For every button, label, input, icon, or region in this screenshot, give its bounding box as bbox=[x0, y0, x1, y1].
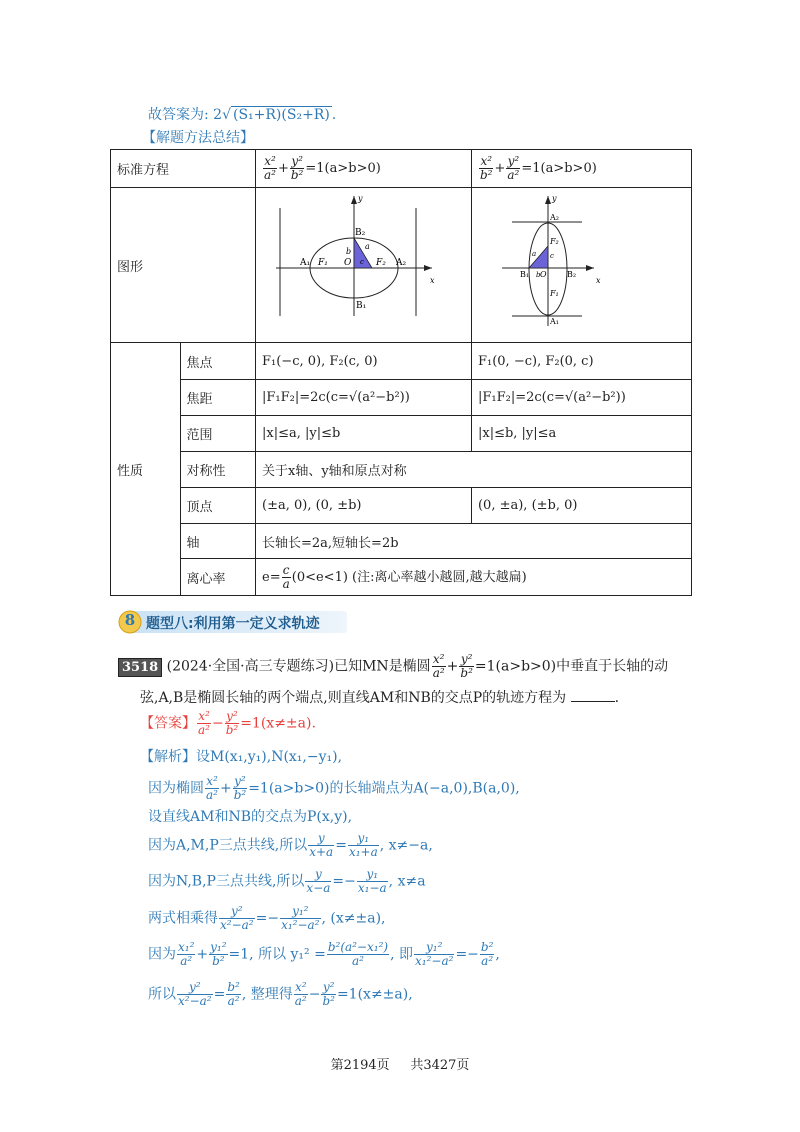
solution-label: 【解析】 bbox=[140, 749, 196, 765]
fig2-a1-label: A₁ bbox=[549, 317, 559, 326]
fig2-b1-label: B₁ bbox=[519, 270, 530, 279]
fig1-f1-label: F₁ bbox=[318, 258, 328, 268]
fig1-f2-label: F₂ bbox=[376, 258, 386, 268]
range-vertical: |x|≤b, |y|≤a bbox=[471, 416, 691, 452]
vertex-horizontal: (±a, 0), (0, ±b) bbox=[256, 488, 472, 524]
solution-s2a: 因为椭圆 bbox=[148, 780, 204, 797]
fig2-f2-label: F₂ bbox=[549, 237, 559, 246]
fig2-b-label: b bbox=[535, 271, 541, 279]
fig2-a2-label: A₂ bbox=[549, 213, 559, 222]
solution-s6b: , (x≠±a), bbox=[321, 910, 386, 927]
fig2-f1-label: F₁ bbox=[549, 289, 559, 298]
fig1-a-label: a bbox=[365, 242, 370, 251]
solution-s8c: =1(x≠±a), bbox=[336, 986, 413, 1003]
figure-vertical-cell bbox=[471, 188, 691, 343]
vertex-label: 顶点 bbox=[180, 488, 255, 524]
fig1-b1-label: B₁ bbox=[356, 301, 367, 311]
problem-line-2: 弦,A,B是椭圆长轴的两个端点,则直线AM和NB的交点P的轨迹方程为 . bbox=[140, 690, 620, 706]
ellipse-vertical-figure bbox=[472, 188, 690, 338]
fig2-b2-label: B₂ bbox=[566, 270, 577, 279]
fig1-y-label: y bbox=[358, 194, 363, 203]
solution-s7b: =1, 所以 y₁² = bbox=[228, 946, 326, 963]
figure-horizontal-cell bbox=[256, 188, 472, 343]
page-number: 第2194页 bbox=[330, 1058, 390, 1073]
range-label: 范围 bbox=[180, 416, 255, 452]
fig1-a1-label: A₁ bbox=[300, 258, 311, 268]
focal-label: 焦距 bbox=[180, 380, 255, 416]
row-std-label: 标准方程 bbox=[111, 150, 256, 188]
fig1-origin-label: O bbox=[344, 258, 352, 268]
answer-blank bbox=[571, 689, 615, 702]
solution-line-2: 因为椭圆 $\frac{\text{x²}}{\text{a²}}$ + $\frac{\text{y²}}{\text{b²}}$ =1(a>b>0)的长轴端点为A(−a,0),B(a,0), bbox=[148, 774, 520, 802]
row-figure-label: 图形 bbox=[111, 188, 256, 343]
problem-number: 3518 bbox=[118, 658, 162, 677]
fig2-y-label: y bbox=[551, 194, 557, 203]
group-label-properties: 性质 bbox=[111, 343, 181, 596]
solution-line-7: 因为 $\frac{\text{x₁²}}{\text{a²}}$ + $\frac{\text{y₁²}}{\text{b²}}$ =1, 所以 y₁² = $\frac{\text{b²(a²−x₁²)}}{\text{a²}}$ , 即 $\frac{\text{y₁²}}{\text{x₁²−a²}}$ =− $\frac{\text{b²}}{\text{a²}}$ , bbox=[148, 940, 500, 968]
ellipse-properties-table bbox=[110, 149, 692, 596]
fig2-a-label: a bbox=[531, 250, 537, 258]
fig1-b-label: b bbox=[346, 247, 352, 256]
total-pages: 共3427页 bbox=[410, 1058, 470, 1073]
focus-label: 焦点 bbox=[180, 343, 255, 380]
fig1-a2-label: A₂ bbox=[396, 258, 407, 268]
solution-line-3: 设直线AM和NB的交点为P(x,y), bbox=[148, 809, 353, 825]
problem-line-1: 3518 (2024·全国·高三专题练习)已知MN是椭圆 $\frac{\text{x²}}{\text{a²}}$ + $\frac{\text{y²}}{\text{b²}}$ =1(a>b>0)中垂直于长轴的动 bbox=[118, 653, 668, 680]
eccentricity-value: e= $\frac{c}{a}$ (0<e<1) (注:离心率越小越圆,越大越扁) bbox=[256, 559, 692, 596]
std-eq-vertical: $\frac{\text{x²}}{\text{b²}}$ + $\frac{\text{y²}}{\text{a²}}$ =1(a>b>0) bbox=[471, 150, 691, 188]
solution-s8b: , 整理得 bbox=[241, 986, 293, 1003]
problem-text-1a: (2024·全国·高三专题练习)已知MN是椭圆 bbox=[166, 658, 431, 675]
solution-s4a: 因为A,M,P三点共线,所以 bbox=[148, 837, 308, 854]
solution-s2b: =1(a>b>0)的长轴端点为A(−a,0),B(a,0), bbox=[248, 780, 520, 797]
solution-s5a: 因为N,B,P三点共线,所以 bbox=[148, 873, 305, 890]
section-banner bbox=[117, 608, 349, 636]
solution-s7d: , bbox=[495, 946, 500, 963]
focus-vertical: F₁(0, −c), F₂(0, c) bbox=[471, 343, 691, 380]
solution-s6a: 两式相乘得 bbox=[148, 910, 218, 927]
axis-value: 长轴长=2a,短轴长=2b bbox=[256, 524, 692, 559]
fig1-b2-label: B₂ bbox=[355, 228, 366, 238]
range-horizontal: |x|≤a, |y|≤b bbox=[256, 416, 472, 452]
solution-line-6: 两式相乘得 $\frac{\text{y²}}{\text{x²−a²}}$ =− $\frac{\text{y₁²}}{\text{x₁²−a²}}$ , (x≠±a), bbox=[148, 904, 386, 932]
fig1-c-label: c bbox=[360, 258, 364, 266]
answer-prefix: 故答案为: bbox=[148, 107, 209, 123]
solution-s8a: 所以 bbox=[148, 986, 176, 1003]
answer-row: 【答案】 $\frac{\text{x²}}{\text{a²}}$ − $\frac{\text{y²}}{\text{b²}}$ =1(x≠±a). bbox=[140, 709, 316, 737]
fig2-x-label: x bbox=[595, 276, 601, 285]
solution-s4b: , x≠−a, bbox=[379, 837, 433, 854]
answer-radicand: (S₁+R)(S₂+R) bbox=[233, 107, 330, 123]
eccentricity-label: 离心率 bbox=[180, 559, 255, 596]
solution-s7a: 因为 bbox=[148, 946, 176, 963]
section-number: 8 bbox=[124, 611, 136, 629]
ecc-tail: (0<e<1) (注:离心率越小越圆,越大越扁) bbox=[291, 569, 527, 585]
focus-horizontal: F₁(−c, 0), F₂(c, 0) bbox=[256, 343, 472, 380]
symmetry-value: 关于x轴、y轴和原点对称 bbox=[256, 452, 692, 488]
eq1-tail: =1(a>b>0) bbox=[305, 161, 381, 176]
eq2-tail: =1(a>b>0) bbox=[521, 161, 597, 176]
method-summary-title: 【解题方法总结】 bbox=[142, 130, 254, 146]
problem-text-1b: =1(a>b>0)中垂直于长轴的动 bbox=[474, 658, 669, 675]
focal-horizontal: |F₁F₂|=2c(c=√(a²−b²)) bbox=[256, 380, 472, 416]
symmetry-label: 对称性 bbox=[180, 452, 255, 488]
answer-label: 【答案】 bbox=[140, 715, 196, 732]
answer-tail: =1(x≠±a). bbox=[240, 715, 316, 732]
answer-expression: 2√ (S₁+R)(S₂+R) . bbox=[213, 107, 337, 123]
solution-s7c: , 即 bbox=[390, 946, 414, 963]
solution-s5b: , x≠a bbox=[388, 873, 426, 890]
answer-line bbox=[148, 104, 336, 124]
fig1-x-label: x bbox=[430, 276, 435, 285]
std-eq-horizontal: $\frac{\text{x²}}{\text{a²}}$ + $\frac{\text{y²}}{\text{b²}}$ =1(a>b>0) bbox=[256, 150, 472, 188]
vertex-vertical: (0, ±a), (±b, 0) bbox=[471, 488, 691, 524]
section-title: 题型八:利用第一定义求轨迹 bbox=[146, 616, 320, 632]
fig2-c-label: c bbox=[549, 252, 554, 260]
solution-line-1 bbox=[140, 746, 342, 766]
fig2-origin-label: O bbox=[539, 270, 547, 279]
solution-s1: 设M(x₁,y₁),N(x₁,−y₁), bbox=[196, 749, 343, 765]
ellipse-horizontal-figure bbox=[256, 188, 470, 338]
solution-line-8: 所以 $\frac{\text{y²}}{\text{x²−a²}}$ = $\frac{\text{b²}}{\text{a²}}$ , 整理得 $\frac{\text{x²}}{\text{a²}}$ − $\frac{\text{y²}}{\text{b²}}$ =1(x≠±a), bbox=[148, 980, 413, 1008]
solution-line-4: 因为A,M,P三点共线,所以 $\frac{y}{x+a}$ = $\frac{\text{y₁}}{\text{x₁+a}}$ , x≠−a, bbox=[148, 831, 433, 859]
axis-label: 轴 bbox=[180, 524, 255, 559]
page-footer bbox=[0, 1054, 800, 1073]
focal-vertical: |F₁F₂|=2c(c=√(a²−b²)) bbox=[471, 380, 691, 416]
solution-line-5: 因为N,B,P三点共线,所以 $\frac{y}{x-a}$ =− $\frac{\text{y₁}}{\text{x₁−a}}$ , x≠a bbox=[148, 867, 426, 895]
problem-text-2: 弦,A,B是椭圆长轴的两个端点,则直线AM和NB的交点P的轨迹方程为 bbox=[140, 690, 567, 706]
